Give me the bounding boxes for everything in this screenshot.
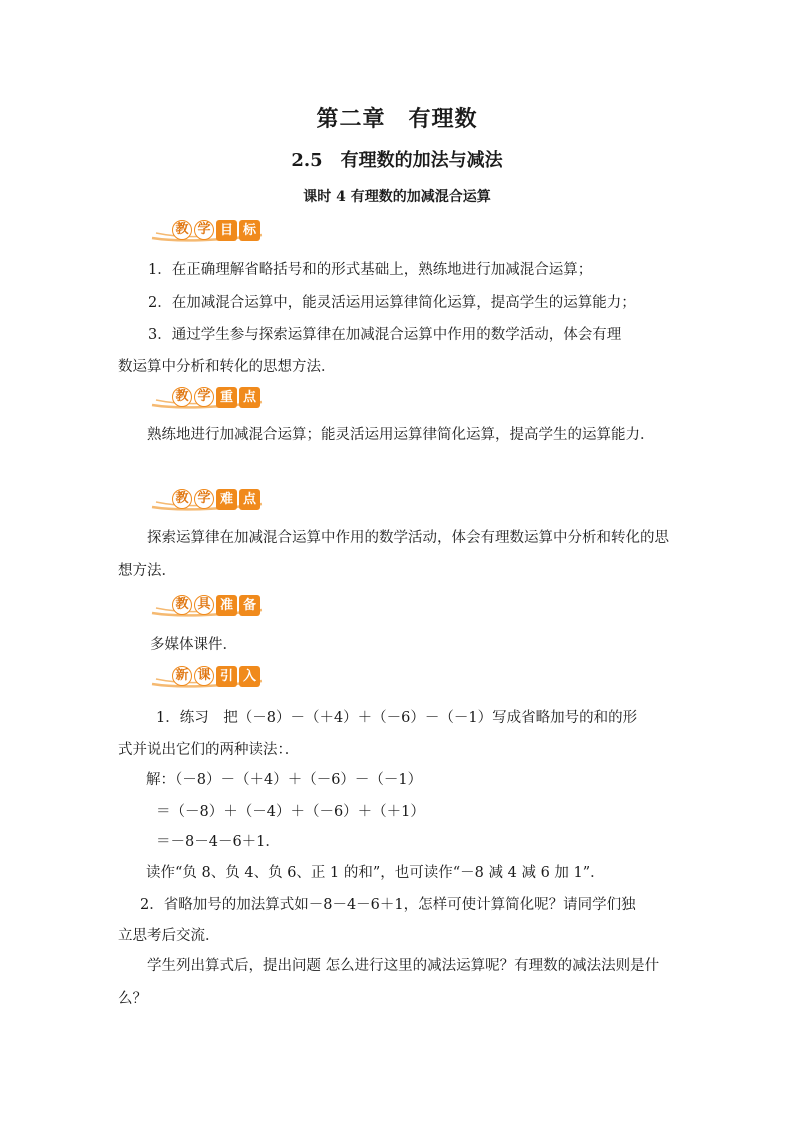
key-points-badge	[150, 385, 270, 411]
badge-char: 学	[194, 489, 214, 509]
solution-line-3: ＝－8－4－6＋1．	[156, 834, 280, 850]
teaching-aids-text: 多媒体课件．	[150, 637, 237, 653]
student-question: 学生列出算式后，提出问题 怎么进行这里的减法运算呢？有理数的减法法则是什么？	[118, 958, 660, 1007]
badge-char: 重	[216, 387, 237, 408]
goal-item-2: 2．在加减混合运算中，能灵活运用运算律简化运算，提高学生的运算能力；	[148, 295, 636, 311]
goal-item-1: 1．在正确理解省略括号和的形式基础上，熟练地进行加减混合运算；	[148, 262, 593, 278]
exercise-2-line1: 2．省略加号的加法算式如－8－4－6＋1，怎样可使计算简化呢？请同学们独	[140, 897, 636, 913]
badge-char: 具	[194, 595, 214, 615]
goal-item-3-line1: 3．通过学生参与探索运算律在加减混合运算中作用的数学活动，体会有理	[148, 327, 622, 343]
badge-char: 学	[194, 220, 214, 240]
teaching-aids-badge	[150, 593, 270, 619]
badge-char: 点	[239, 489, 260, 510]
badge-char: 教	[172, 489, 192, 509]
badge-char: 教	[172, 595, 192, 615]
exercise-1-line1: 1．练习 把（－8）－（＋4）＋（－6）－（－1）写成省略加号的和的形	[156, 710, 638, 726]
badge-char: 教	[172, 387, 192, 407]
badge-char: 目	[216, 220, 237, 241]
difficulties-badge	[150, 487, 270, 513]
badge-char: 标	[239, 220, 260, 241]
exercise-2-line2: 立思考后交流．	[118, 928, 220, 944]
badge-char: 备	[239, 595, 260, 616]
difficulties-text: 探索运算律在加减混合运算中作用的数学活动，体会有理数运算中分析和转化的思想方法．	[118, 530, 669, 579]
badge-char: 教	[172, 220, 192, 240]
goal-item-3-line2: 数运算中分析和转化的思想方法．	[118, 359, 336, 375]
exercise-1-line2: 式并说出它们的两种读法：．	[118, 742, 300, 758]
badge-char: 入	[239, 666, 260, 687]
lesson-intro-badge	[150, 664, 270, 690]
lesson-title: 课时 4 有理数的加减混合运算	[303, 189, 491, 205]
badge-char: 难	[216, 489, 237, 510]
badge-char: 新	[172, 666, 192, 686]
badge-char: 引	[216, 666, 237, 687]
key-points-text: 熟练地进行加减混合运算；能灵活运用运算律简化运算，提高学生的运算能力．	[147, 427, 655, 443]
reading-note: 读作“负 8、负 4、负 6、正 1 的和”，也可读作“－8 减 4 减 6 加 1”．	[146, 865, 605, 881]
solution-line-1: 解：（－8）－（＋4）＋（－6）－（－1）	[146, 772, 423, 788]
chapter-title: 第二章 有理数	[316, 106, 478, 132]
section-title: 2.5 有理数的加法与减法	[291, 150, 503, 171]
solution-line-2: ＝（－8）＋（－4）＋（－6）＋（＋1）	[156, 804, 425, 820]
badge-char: 点	[239, 387, 260, 408]
teaching-goals-badge	[150, 218, 270, 244]
badge-char: 学	[194, 387, 214, 407]
badge-char: 准	[216, 595, 237, 616]
badge-char: 课	[194, 666, 214, 686]
